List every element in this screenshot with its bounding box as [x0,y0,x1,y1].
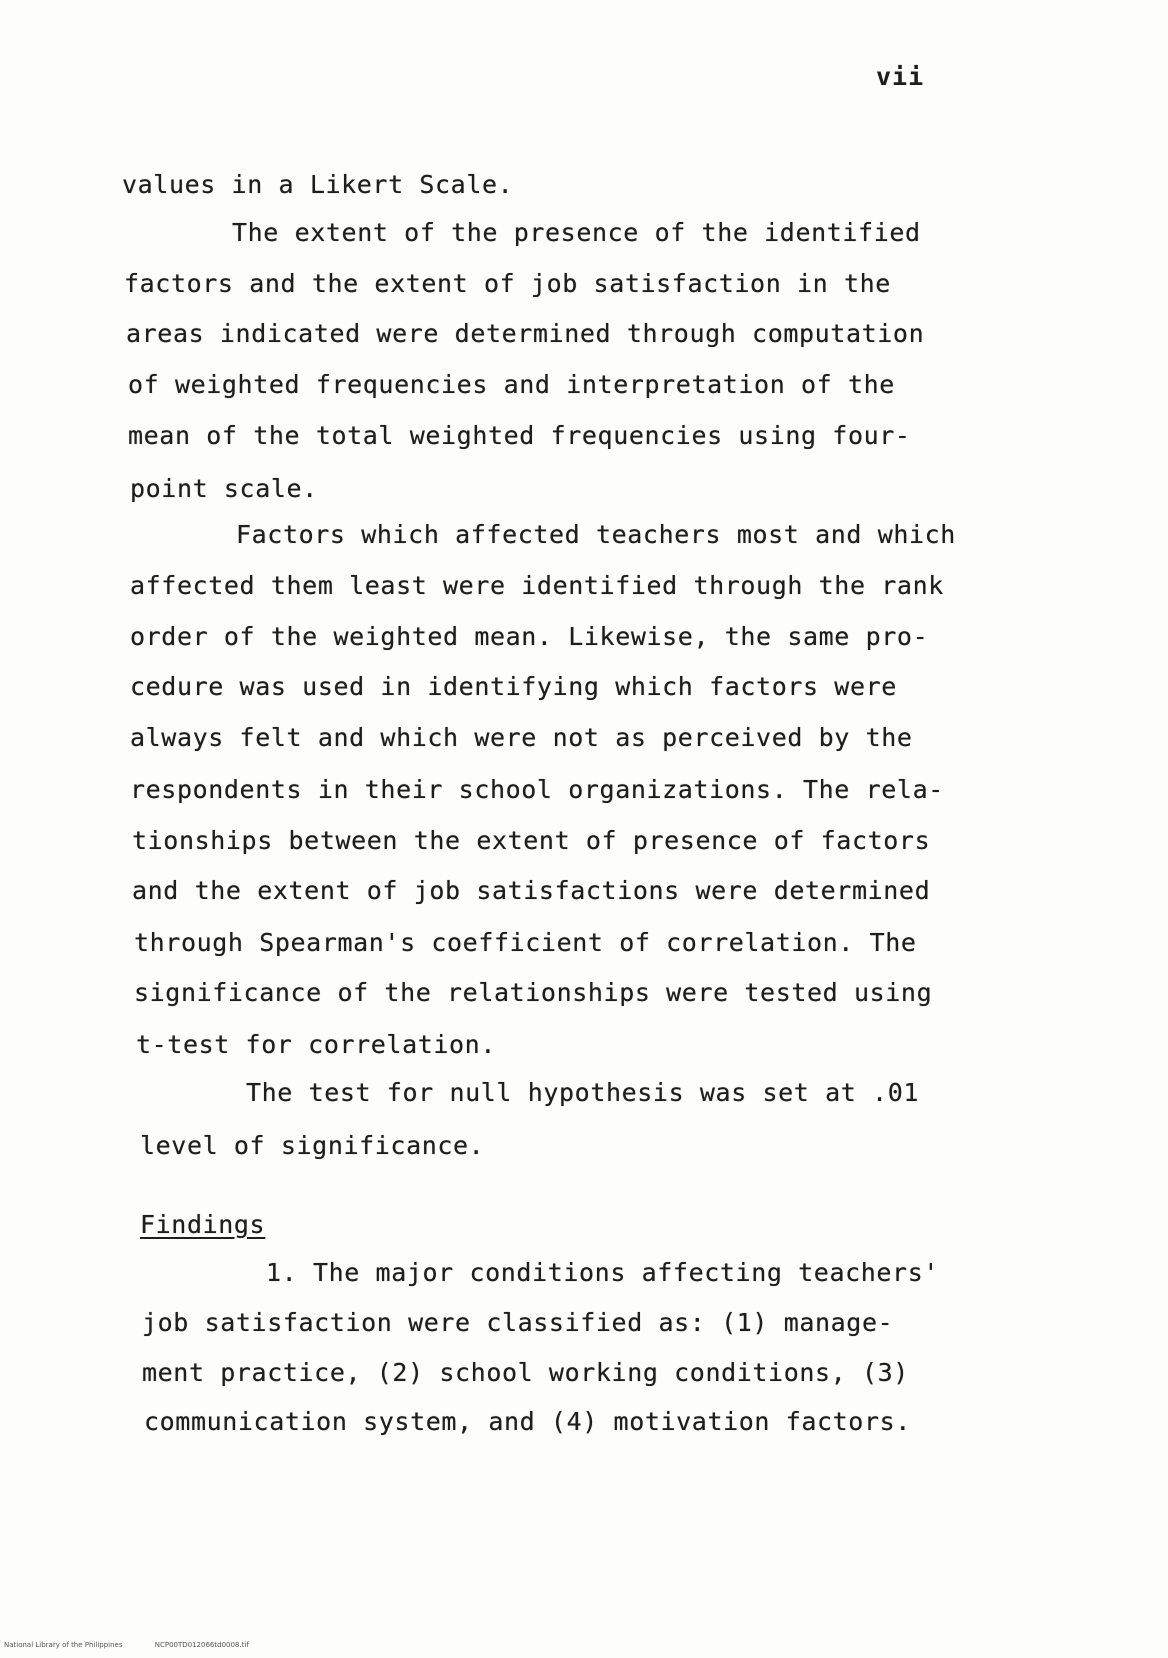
text-line: respondents in their school organizations. The rela- [130,775,944,804]
text-line: ment practice, (2) school working conditions, (3) [142,1358,909,1387]
section-heading: Findings [140,1210,266,1239]
text-line: and the extent of job satisfactions were determined [132,876,931,905]
text-line: communication system, and (4) motivation factors. [144,1407,911,1436]
text-line: t-test for correlation. [136,1030,496,1059]
text-line: significance of the relationships were tested using [134,978,933,1007]
text-line: affected them least were identified through the rank [130,571,944,600]
paragraph-start-line: The extent of the presence of the identified [232,218,921,247]
text-line: order of the weighted mean. Likewise, the same pro- [130,622,929,651]
text-line: level of significance. [140,1131,485,1160]
text-line: areas indicated were determined through computation [126,319,925,348]
text-line: job satisfaction were classified as: (1) manage- [142,1308,894,1337]
footer-file-id: NCP00TD012066td0008.tif [154,1641,249,1649]
text-line: through Spearman's coefficient of correlation. The [134,928,917,957]
scan-footer [4,1641,279,1649]
text-line: tionships between the extent of presence of factors [132,826,931,855]
paragraph-start-line: Factors which affected teachers most and which [236,520,956,549]
text-line: values in a Likert Scale. [122,170,514,199]
text-line: cedure was used in identifying which factors were [130,672,897,701]
text-line: of weighted frequencies and interpretation of the [128,370,895,399]
list-item-start-line: 1. The major conditions affecting teachers' [266,1258,940,1287]
footer-library: National Library of the Philippines [4,1641,123,1649]
text-line: factors and the extent of job satisfaction in the [124,269,891,298]
page-number: vii [876,62,925,91]
text-line: point scale. [130,474,318,503]
text-line: always felt and which were not as perceived by the [130,723,913,752]
paragraph-start-line: The test for null hypothesis was set at .01 [246,1078,920,1107]
text-line: mean of the total weighted frequencies using four- [128,421,911,450]
